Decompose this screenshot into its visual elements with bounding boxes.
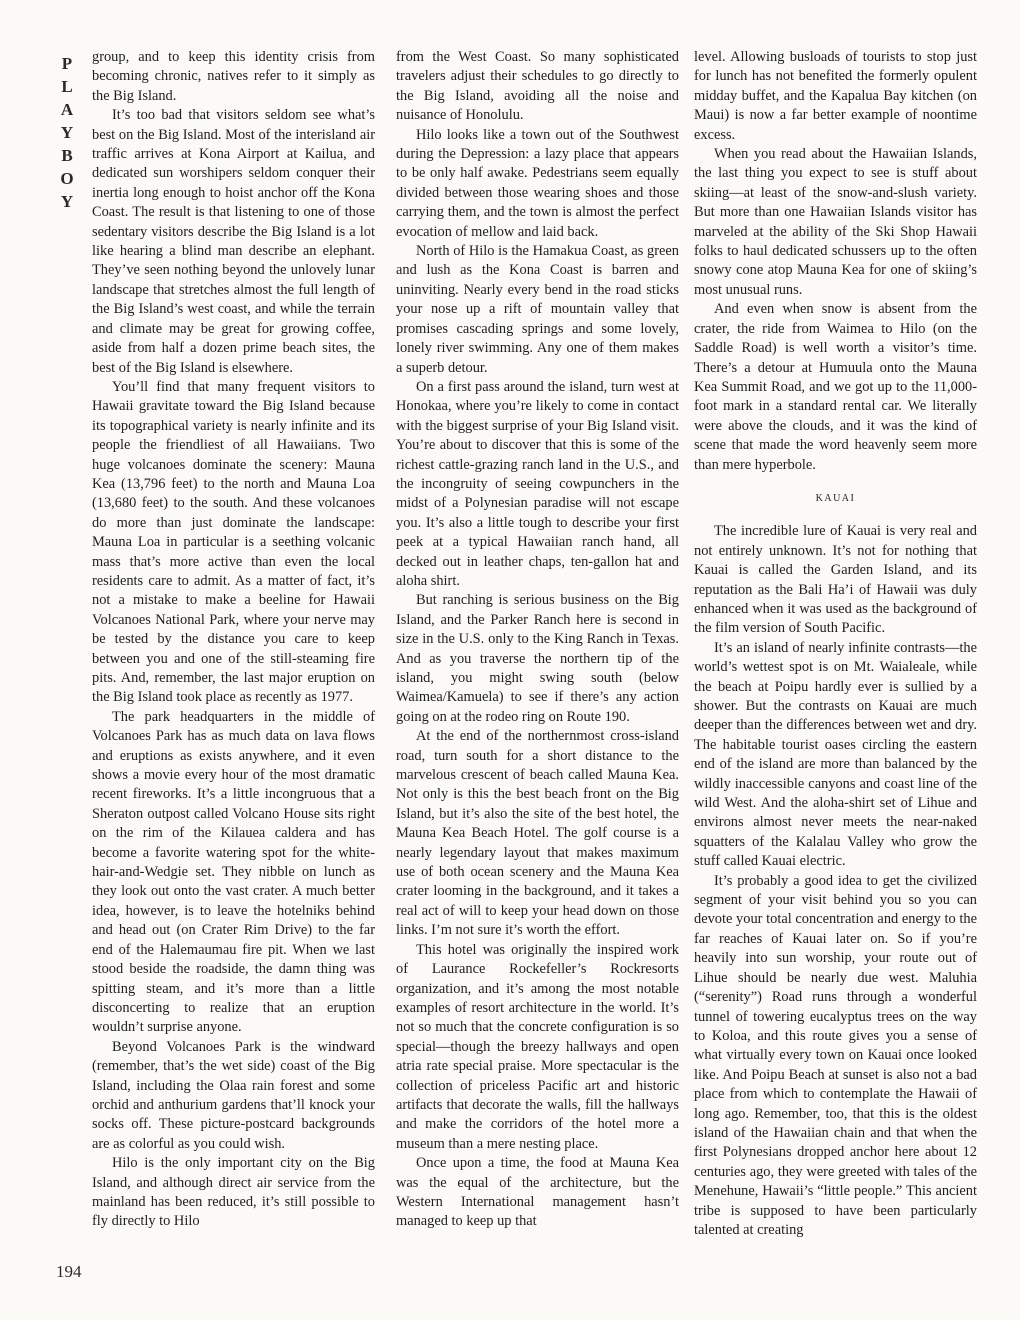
article-paragraph: from the West Coast. So many sophisticated travelers adjust their schedules to go directly to the Big Island, avoiding all the noise and nuisance of Honolulu. bbox=[396, 49, 679, 124]
text-column-2 bbox=[396, 48, 679, 1232]
article-paragraph: It’s too bad that visitors seldom see what’s best on the Big Island. Most of the interisland air traffic arrives at Kona Airport at Kailua, and dedicated sun worshipers seldom conquer their inertia long enough to hoist anchor off the Kona Coast. The result is that listening to one of those sedentary visitors describe the Big Island is a lot like hearing a blind man describe an elephant. They’ve seen nothing beyond the unlovely lunar landscape that stretches almost the full length of the Big Island’s west coast, and while the terrain and climate may be great for growing coffee, aside from half a dozen prime beach sites, the best of the Big Island is elsewhere. bbox=[92, 107, 375, 376]
masthead-letter: O bbox=[60, 169, 74, 188]
masthead-letter: P bbox=[61, 54, 73, 73]
text-column-1 bbox=[92, 48, 375, 1232]
article-paragraph: This hotel was originally the inspired work of Laurance Rockefeller’s Rockresorts organization, and it’s among the most notable examples of resort architecture in the world. It’s not so much that the concrete configuration is so special—though the breezy hallways and open atria rate special praise. More spectacular is the collection of priceless Pacific art and historic artifacts that decorate the walls, fill the hallways and make the corridors of the hotel more a museum than a mere nesting place. bbox=[396, 941, 679, 1152]
article-paragraph: Beyond Volcanoes Park is the windward (remember, that’s the wet side) coast of the Big Island, including the Olaa rain forest and some orchid and anthurium gardens that’ll knock your socks off. These picture-postcard backgrounds are as colorful as you could wish. bbox=[92, 1038, 375, 1152]
article-paragraph: group, and to keep this identity crisis from becoming chronic, natives refer to it simply as the Big Island. bbox=[92, 49, 375, 104]
text-column-3 bbox=[694, 48, 977, 1240]
article-paragraph: The incredible lure of Kauai is very real and not entirely unknown. It’s not for nothing that Kauai is called the Garden Island, and its reputation as the Bali Ha’i of Hawaii was duly enhanced when it was used as the background of the film version of South Pacific. bbox=[694, 523, 977, 637]
section-heading: KAUAI bbox=[815, 492, 856, 504]
article-paragraph: North of Hilo is the Hamakua Coast, as green and lush as the Kona Coast is barren and uninviting. Nearly every bend in the road sticks your nose up a rift of mountain valley that promises cascading springs and some lovely, lonely river swimming. Any one of them makes a superb detour. bbox=[396, 243, 679, 376]
article-paragraph: At the end of the northernmost cross-island road, turn south for a short distance to the marvelous crescent of beach called Mauna Kea. Not only is this the best beach front on the Big Island, but it’s also the site of the best hotel, the Mauna Kea Beach Hotel. The golf course is a nearly legendary layout that makes maximum use of both ocean scenery and the Mauna Kea crater looming in the background, and it takes a real act of will to keep your head down on those links. I’m not sure it’s worth the effort. bbox=[396, 728, 679, 939]
masthead-letter: B bbox=[61, 146, 73, 165]
article-paragraph: level. Allowing busloads of tourists to stop just for lunch has not benefited the formerly opulent midday buffet, and the Kapalua Bay kitchen (on Maui) is now a far better example of noontime excess. bbox=[694, 49, 977, 143]
article-paragraph: And even when snow is absent from the crater, the ride from Waimea to Hilo (on the Saddle Road) is well worth a visitor’s time. There’s a detour at Humuula onto the Mauna Kea Summit Road, and we got up to the 11,000-foot mark in a standard rental car. We literally were above the clouds, and it was the kind of scene that made the word heavenly seem more than mere hyperbole. bbox=[694, 301, 977, 473]
masthead-letter: L bbox=[61, 77, 73, 96]
article-paragraph: Hilo is the only important city on the Big Island, and although direct air service from the mainland has been reduced, it’s still possible to fly directly to Hilo bbox=[92, 1155, 375, 1230]
article-paragraph: The park headquarters in the middle of Volcanoes Park has as much data on lava flows and eruptions as exists anywhere, and it even shows a movie every hour of the most dramatic recent fireworks. It’s a little incongruous that a Sheraton outpost called Volcano House sits right on the rim of the Kilauea caldera and has become a favorite watering spot for the white-hair-and-Wedgie set. They nibble on lunch as they look out onto the vast crater. A much better idea, however, is to leave the hotelniks behind and head out (on Crater Rim Drive) to the far end of the Halemaumau fire pit. When we last stood beside the roadside, the damn thing was spitting steam, and it’s more than a little disconcerting to realize that an eruption wouldn’t surprise anyone. bbox=[92, 708, 375, 1036]
article-paragraph: Once upon a time, the food at Mauna Kea was the equal of the architecture, but the Western International management hasn’t managed to keep up that bbox=[396, 1155, 679, 1230]
magazine-masthead-vertical bbox=[56, 52, 78, 213]
article-paragraph: You’ll find that many frequent visitors to Hawaii gravitate toward the Big Island because its topographical variety is nearly infinite and its people the friendliest of all Hawaiians. Two huge volcanoes dominate the scenery: Mauna Kea (13,796 feet) to the north and Mauna Loa (13,680 feet) to the south. And these volcanoes do more than just dominate the landscape: Mauna Loa in particular is a seething volcanic mass that’s more active than even the local residents care to admit. As a matter of fact, it’s not a mistake to make a beeline for Hawaii Volcanoes National Park, where your nerve may be tested by the distance you care to keep between you and one of the still-steaming fire pits. And, remember, the last major eruption on the Big Island took place as recently as 1977. bbox=[92, 378, 375, 706]
article-paragraph: Hilo looks like a town out of the Southwest during the Depression: a lazy place that appears to be only half awake. Pedestrians seem equally divided between those wearing shoes and those carrying them, and the town is almost the perfect evocation of mellow and laid back. bbox=[396, 126, 679, 240]
masthead-letter: Y bbox=[60, 192, 74, 211]
masthead-letter: Y bbox=[60, 123, 74, 142]
article-paragraph: It’s probably a good idea to get the civilized segment of your visit behind you so you can devote your total concentration and energy to the far reaches of Kauai later on. So if you’re heavily into sun worship, your route out of Lihue should be nearly due west. Maluhia (“serenity”) Road runs through a wonderful tunnel of towering eucalyptus trees on the way to Koloa, and this route gives you a sense of what virtually every town on Kauai once looked like. And Poipu Beach at sunset is also not a bad place from which to contemplate the Hawaii of long ago. Remember, too, that this is the oldest island of the Hawaiian chain and that when the first Polynesians dropped anchor here about 12 centuries ago, they were greeted with tales of the Menehune, Hawaii’s “little people.” This ancient tribe is supposed to have been particularly talented at creating bbox=[694, 872, 977, 1238]
article-paragraph: On a first pass around the island, turn west at Honokaa, where you’re likely to come in contact with the biggest surprise of your Big Island visit. You’re about to discover that this is some of the richest cattle-grazing ranch land in the U.S., and the incongruity of seeing cowpunchers in the midst of a Polynesian paradise will not escape you. It’s also a little tough to describe your first peek at a typical Hawaiian ranch hand, all decked out in leather chaps, ten-gallon hat and aloha shirt. bbox=[396, 378, 679, 589]
article-paragraph: But ranching is serious business on the Big Island, and the Parker Ranch here is second in size in the U.S. only to the King Ranch in Texas. And as you traverse the northern tip of the island, you might swing south (below Waimea/Kamuela) to see if there’s any action going on at the rodeo ring on Route 190. bbox=[396, 592, 679, 725]
article-paragraph: It’s an island of nearly infinite contrasts—the world’s wettest spot is on Mt. Waialeale, while the beach at Poipu hardly ever is sullied by a shower. But the contrasts on Kauai are much deeper than the differences between wet and dry. The habitable tourist oases circling the eastern end of the island are more than balanced by the wildly inaccessible canyons and coast line of the wild West. And the aloha-shirt set of Lihue and environs almost never meets the near-naked squatters of the Kalalau Valley who grow the stuff called Kauai electric. bbox=[694, 639, 977, 870]
article-paragraph: When you read about the Hawaiian Islands, the last thing you expect to see is stuff about skiing—at least of the snow-and-slush variety. But more than one Hawaiian Islands visitor has marveled at the ability of the Ski Shop Hawaii folks to haul dedicated schussers up to the often snowy cone atop Mauna Kea for one of skiing’s most unusual runs. bbox=[694, 146, 977, 298]
page-number: 194 bbox=[56, 1262, 82, 1281]
masthead-letter: A bbox=[60, 100, 74, 119]
